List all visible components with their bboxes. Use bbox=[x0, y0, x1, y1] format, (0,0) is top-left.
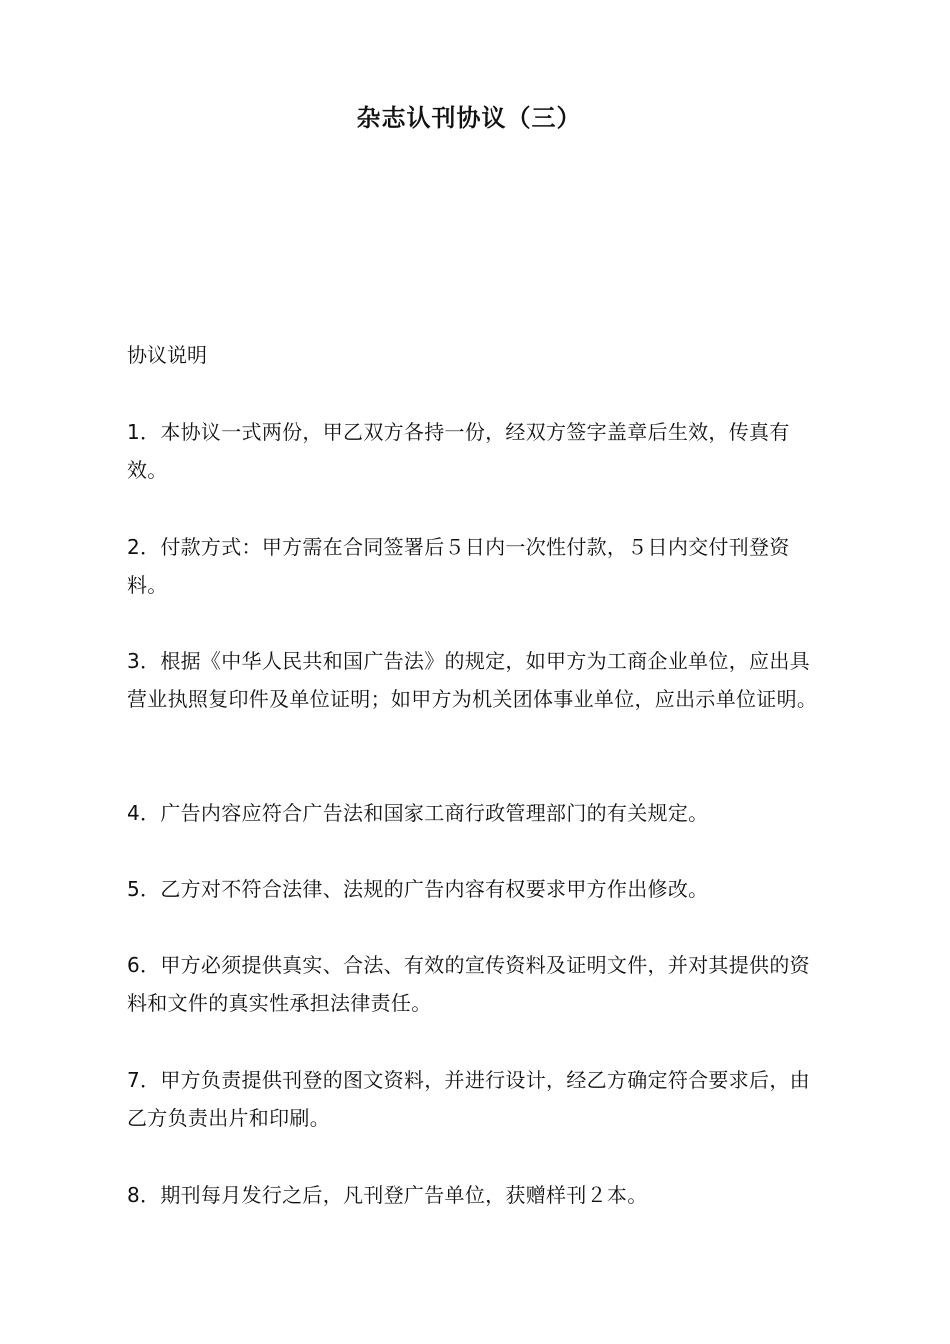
clause-2: 2．付款方式：甲方需在合同签署后５日内一次性付款，５日内交付刊登资料。 bbox=[127, 535, 790, 597]
clause-5: 5．乙方对不符合法律、法规的广告内容有权要求甲方作出修改。 bbox=[127, 877, 709, 901]
clause-8: 8．期刊每月发行之后，凡刊登广告单位，获赠样刊２本。 bbox=[127, 1183, 648, 1207]
clause-6: 6．甲方必须提供真实、合法、有效的宣传资料及证明文件，并对其提供的资料和文件的真实性承担法律责任。 bbox=[127, 953, 810, 1015]
document-title: 杂志认刊协议（三） bbox=[356, 104, 582, 132]
section-heading: 协议说明 bbox=[127, 343, 207, 367]
clause-1: 1．本协议一式两份，甲乙双方各持一份，经双方签字盖章后生效，传真有效。 bbox=[127, 420, 790, 482]
clause-4: 4．广告内容应符合广告法和国家工商行政管理部门的有关规定。 bbox=[127, 801, 709, 825]
clause-7: 7．甲方负责提供刊登的图文资料，并进行设计，经乙方确定符合要求后，由乙方负责出片和印刷。 bbox=[127, 1068, 810, 1130]
clause-3: 3．根据《中华人民共和国广告法》的规定，如甲方为工商企业单位，应出具营业执照复印件及单位证明；如甲方为机关团体事业单位，应出示单位证明。 bbox=[127, 649, 818, 711]
